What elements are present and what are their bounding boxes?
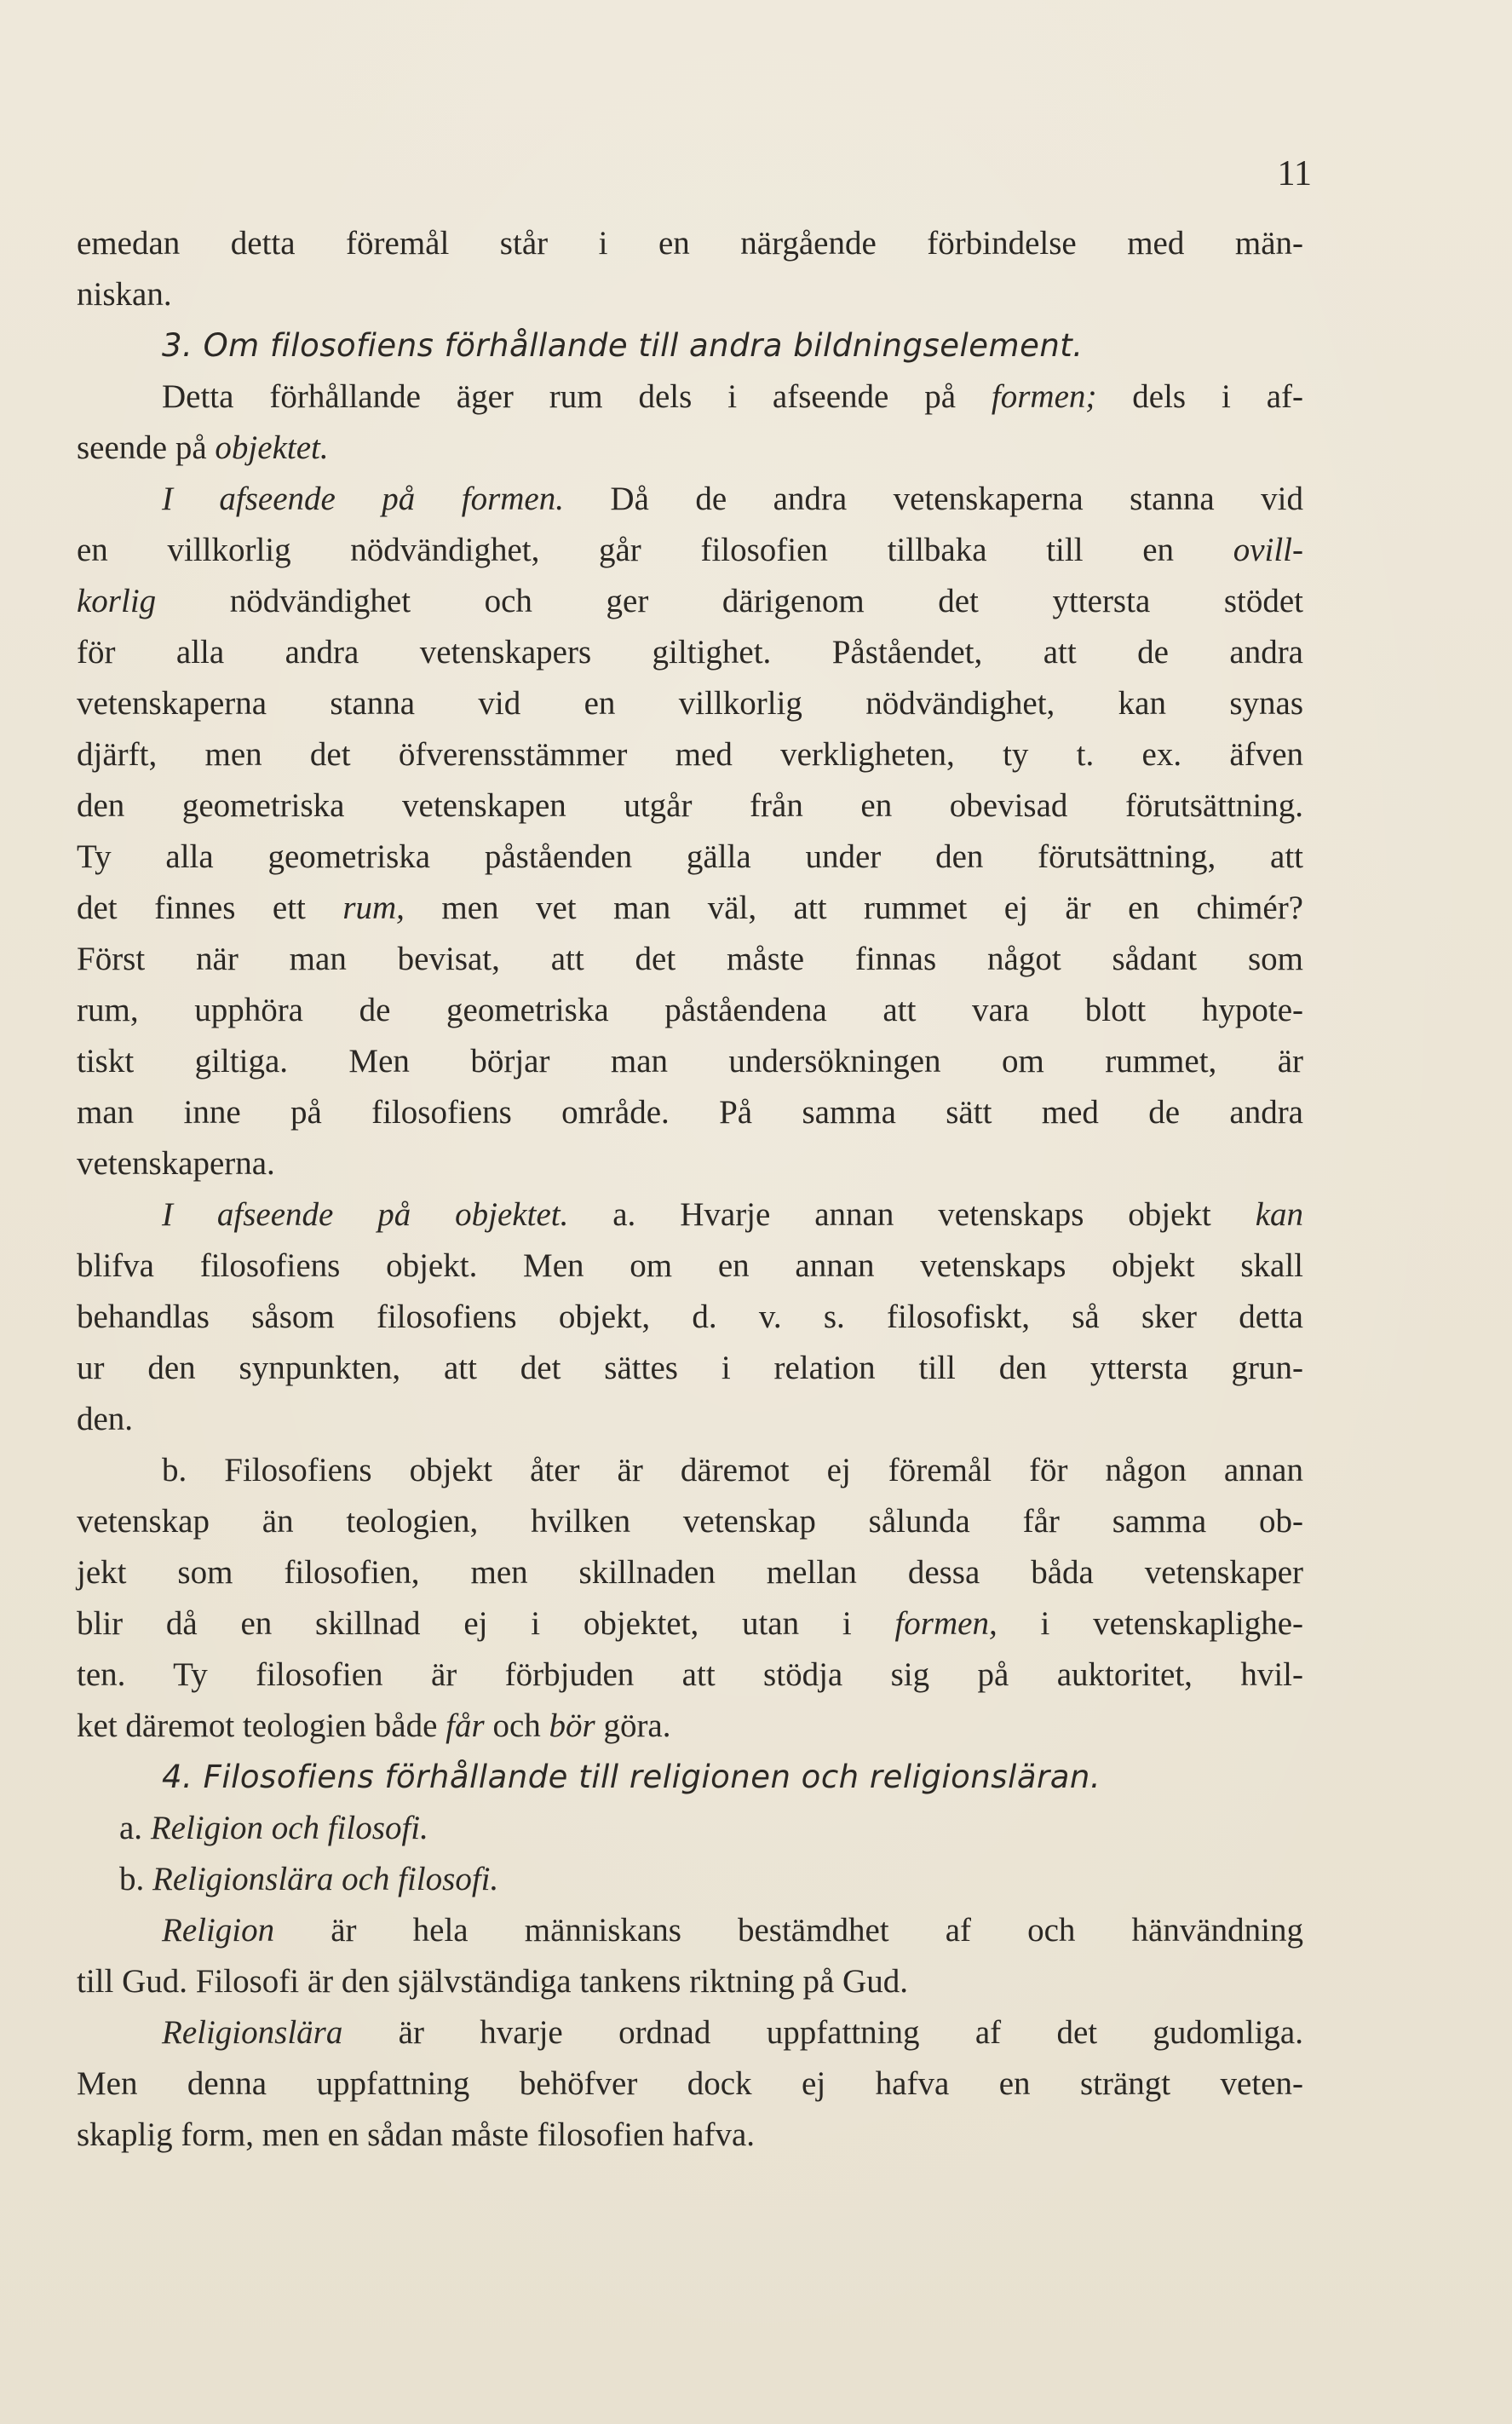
- text-line: [77, 1241, 1303, 1292]
- text-line: [77, 1087, 1303, 1138]
- line-text: och: [484, 1707, 549, 1744]
- text-line: [77, 985, 1303, 1036]
- emphasis-text: rum,: [342, 890, 405, 926]
- text-line: [77, 1036, 1303, 1087]
- line-text: till Gud. Filosofi är den självständiga tankens riktning på Gud.: [77, 1963, 908, 2000]
- line-text: dels i af-: [1096, 378, 1303, 415]
- line-text: skaplig form, men en sådan måste filosofien hafva.: [77, 2116, 756, 2153]
- emphasis-text: ovill-: [1233, 532, 1303, 568]
- text-line: [77, 1598, 1303, 1650]
- emphasis-text: Religion: [162, 1912, 275, 1949]
- text-line: [77, 1956, 1303, 2007]
- line-text: blir då en skillnad ej i objektet, utan i: [77, 1605, 895, 1642]
- line-text: 3. Om filosofiens förhållande till andra bildningselement.: [162, 327, 1084, 364]
- text-line: [77, 1803, 1303, 1854]
- text-line: [77, 2110, 1303, 2161]
- text-line: [77, 832, 1303, 883]
- line-text: men vet man väl, att rummet ej är en chimér?: [404, 890, 1303, 926]
- text-line: [77, 1701, 1303, 1752]
- emphasis-text: objektet.: [215, 429, 329, 466]
- line-text: b. Filosofiens objekt åter är däremot ej föremål för någon annan: [162, 1452, 1303, 1488]
- line-text: den geometriska vetenskapen utgår från en obevisad förutsättning.: [77, 787, 1303, 824]
- line-text: ket däremot teologien både: [77, 1707, 446, 1744]
- text-line: [77, 1496, 1303, 1547]
- text-line: [77, 729, 1303, 780]
- line-text: emedan detta föremål står i en närgående förbindelse med män-: [77, 225, 1303, 262]
- text-line: [77, 1905, 1303, 1956]
- line-text: b.: [119, 1861, 152, 1897]
- line-text: behandlas såsom filosofiens objekt, d. v. s. filosofiskt, så sker detta: [77, 1298, 1303, 1335]
- emphasis-text: formen,: [894, 1605, 997, 1642]
- page-number: 11: [1277, 154, 1312, 193]
- emphasis-text: Religion och filosofi.: [150, 1810, 428, 1846]
- emphasis-text: korlig: [77, 583, 157, 619]
- text-line: [77, 1343, 1303, 1394]
- text-line: [77, 627, 1303, 678]
- body-text: [77, 218, 1303, 2161]
- line-text: det finnes ett: [77, 890, 343, 926]
- emphasis-text: I afseende på formen.: [162, 481, 564, 517]
- emphasis-text: Religionslära: [162, 2014, 343, 2051]
- section-heading: [77, 1752, 1303, 1803]
- line-text: djärft, men det öfverensstämmer med verkligheten, ty t. ex. äfven: [77, 736, 1303, 773]
- line-text: a. Hvarje annan vetenskaps objekt: [568, 1196, 1256, 1233]
- text-line: [77, 780, 1303, 832]
- line-text: blifva filosofiens objekt. Men om en annan vetenskaps objekt skall: [77, 1247, 1303, 1284]
- emphasis-text: får: [446, 1707, 485, 1744]
- line-text: i vetenskaplighe-: [997, 1605, 1303, 1642]
- line-text: 4. Filosofiens förhållande till religionen och religionsläran.: [162, 1759, 1101, 1795]
- line-text: är hvarje ordnad uppfattning af det gudomliga.: [342, 2014, 1303, 2051]
- line-text: ur den synpunkten, att det sättes i relation till den yttersta grun-: [77, 1350, 1303, 1386]
- text-line: [77, 1292, 1303, 1343]
- line-text: Då de andra vetenskaperna stanna vid: [563, 481, 1303, 517]
- line-text: är hela människans bestämdhet af och hänvändning: [274, 1912, 1303, 1949]
- text-line: [77, 1445, 1303, 1496]
- text-line: [77, 423, 1303, 474]
- text-line: [77, 1547, 1303, 1598]
- line-text: Men denna uppfattning behöfver dock ej hafva en strängt veten-: [77, 2065, 1303, 2102]
- line-text: en villkorlig nödvändighet, går filosofien tillbaka till en: [77, 532, 1233, 568]
- line-text: vetenskaperna stanna vid en villkorlig nödvändighet, kan synas: [77, 685, 1303, 722]
- text-line: [77, 576, 1303, 627]
- emphasis-text: I afseende på objektet.: [162, 1196, 569, 1233]
- emphasis-text: formen;: [991, 378, 1097, 415]
- line-text: göra.: [595, 1707, 671, 1744]
- text-line: [77, 1854, 1303, 1905]
- text-line: [77, 1189, 1303, 1241]
- text-line: [77, 218, 1303, 269]
- text-line: [77, 525, 1303, 576]
- line-text: niskan.: [77, 276, 172, 313]
- line-text: seende på: [77, 429, 216, 466]
- text-line: [77, 2058, 1303, 2110]
- line-text: Först när man bevisat, att det måste finnas något sådant som: [77, 941, 1303, 977]
- text-line: [77, 678, 1303, 729]
- text-line: [77, 269, 1303, 320]
- emphasis-text: Religionslära och filosofi.: [152, 1861, 499, 1897]
- text-line: [77, 1650, 1303, 1701]
- line-text: vetenskap än teologien, hvilken vetenskap sålunda får samma ob-: [77, 1503, 1303, 1540]
- emphasis-text: bör: [549, 1707, 595, 1744]
- line-text: Ty alla geometriska påståenden gälla under den förutsättning, att: [77, 838, 1303, 875]
- line-text: jekt som filosofien, men skillnaden mellan dessa båda vetenskaper: [77, 1554, 1303, 1591]
- line-text: tiskt giltiga. Men börjar man undersökningen om rummet, är: [77, 1043, 1303, 1080]
- line-text: ten. Ty filosofien är förbjuden att stödja sig på auktoritet, hvil-: [77, 1656, 1303, 1693]
- section-heading: [77, 320, 1303, 371]
- text-line: [77, 934, 1303, 985]
- line-text: a.: [119, 1810, 151, 1846]
- text-line: [77, 474, 1303, 525]
- line-text: den.: [77, 1401, 134, 1437]
- line-text: nödvändighet och ger därigenom det yttersta stödet: [156, 583, 1303, 619]
- line-text: rum, upphöra de geometriska påståendena att vara blott hypote-: [77, 992, 1303, 1028]
- line-text: vetenskaperna.: [77, 1145, 275, 1182]
- text-line: [77, 2007, 1303, 2058]
- line-text: man inne på filosofiens område. På samma sätt med de andra: [77, 1094, 1303, 1131]
- line-text: Detta förhållande äger rum dels i afseende på: [162, 378, 992, 415]
- line-text: för alla andra vetenskapers giltighet. Påståendet, att de andra: [77, 634, 1303, 671]
- text-line: [77, 1394, 1303, 1445]
- text-line: [77, 1138, 1303, 1189]
- text-line: [77, 883, 1303, 934]
- text-line: [77, 371, 1303, 423]
- emphasis-text: kan: [1255, 1196, 1303, 1233]
